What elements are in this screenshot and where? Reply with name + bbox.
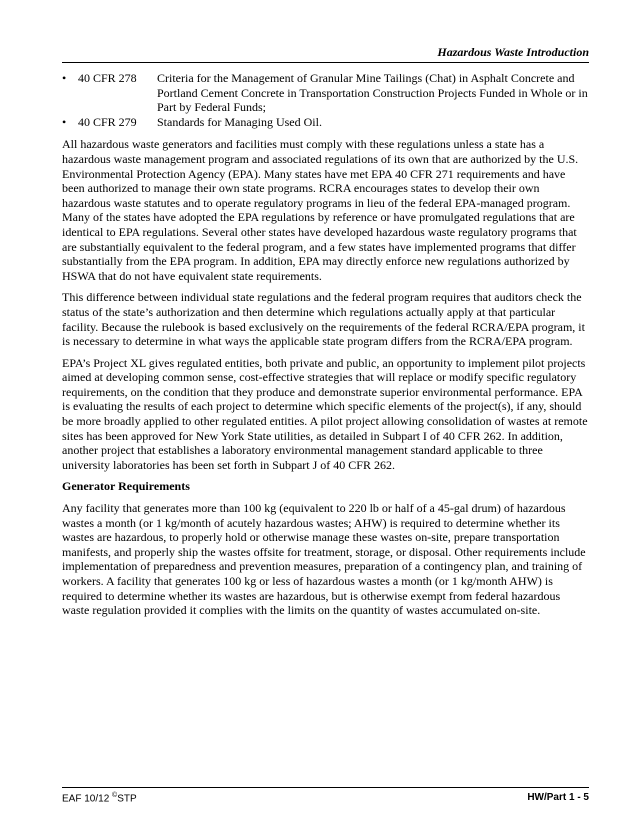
cfr-description: Standards for Managing Used Oil. — [157, 114, 322, 129]
page-number: HW/Part 1 - 5 — [527, 792, 589, 803]
footer-edition-suffix: STP — [117, 793, 137, 805]
paragraph-project-xl: EPA’s Project XL gives regulated entities, both private and public, an opportunity to implement pilot projects aimed at developing common sense, cost-effective strategies that will replace or modify specific regulatory requirements, on the condition that they produce and demonstrate superior environmental performance. EPA is evaluating the results of each project to determine which specific elements of the project(s), if any, should be more broadly applied to other regulated entities. A pilot project allowing consolidation of wastes at remote sites has been approved for New York State utilities, as detailed in Subpart I of 40 CFR 262. In addition, another project that establishes a laboratory environmental management standard applicable to three university laboratories has been set forth in Subpart J of 40 CFR 262. — [62, 355, 588, 472]
footer-edition-prefix: EAF 10/12 — [62, 793, 113, 805]
list-item — [62, 71, 589, 115]
page-footer — [62, 787, 589, 804]
footer-edition — [62, 792, 137, 804]
cfr-citation: 40 CFR 278 — [78, 71, 137, 85]
paragraph-generator-requirements: Any facility that generates more than 100 kg (equivalent to 220 lb or half of a 45-gal drum) of hazardous wastes a month (or 1 kg/month of acutely hazardous wastes; AHW) is required to determine whether its wastes are hazardous, to properly hold or otherwise manage these wastes on-site, prepare transportation manifests, and properly ship the wastes offsite for treatment, storage, or disposal. Other requirements include implementation of preparedness and prevention measures, preparation of a contingency plan, and training of workers. A facility that generates 100 kg or less of hazardous wastes a month (or 1 kg/month AHW) is required to determine whether its wastes are hazardous, but is otherwise exempt from federal hazardous waste regulation provided it complies with the limits on the quantity of wastes accumulated on-site. — [62, 501, 586, 618]
paragraph-state-programs: All hazardous waste generators and facilities must comply with these regulations unless a state has a hazardous waste management program and associated regulations of its own that are authorized by the U.S. Environmental Protection Agency (EPA). Many states have met EPA 40 CFR 271 requirements and have been authorized to manage their own state programs. RCRA encourages states to develop their own hazardous waste statutes and to operate regulatory programs in lieu of the federal EPA-managed program. Many of the states have adopted the EPA regulations by reference or have promulgated regulations that are identical to EPA regulations. Several other states have developed hazardous waste regulatory programs that are substantially equivalent to the federal program, and a few states have implemented programs that differ substantially from the EPA program. In addition, EPA may directly enforce new regulations authorized by HSWA that do not have equivalent state requirements. — [62, 137, 579, 283]
bullet-icon: • — [62, 71, 67, 85]
copyright-mark: © — [112, 792, 118, 799]
cfr-description: Criteria for the Management of Granular Mine Tailings (Chat) in Asphalt Concrete and Portland Cement Concrete in Transportation Construction Projects Funded in Whole or in Part by Federal Funds; — [157, 71, 588, 115]
bullet-icon: • — [62, 114, 67, 129]
cfr-bullet-list — [62, 71, 589, 129]
cfr-citation: 40 CFR 279 — [78, 114, 137, 129]
paragraph-auditor-check: This difference between individual state regulations and the federal program requires that auditors check the status of the state’s authorization and then determine which regulations actually apply at that particular facility. Because the rulebook is based exclusively on the requirements of the federal RCRA/EPA program, it is necessary to determine in what ways the applicable state program differs from the RCRA/EPA program. — [62, 290, 585, 349]
page-body — [62, 71, 589, 625]
list-item — [62, 115, 589, 130]
running-header: Hazardous Waste Introduction — [62, 45, 589, 63]
section-heading: Generator Requirements — [62, 479, 190, 494]
